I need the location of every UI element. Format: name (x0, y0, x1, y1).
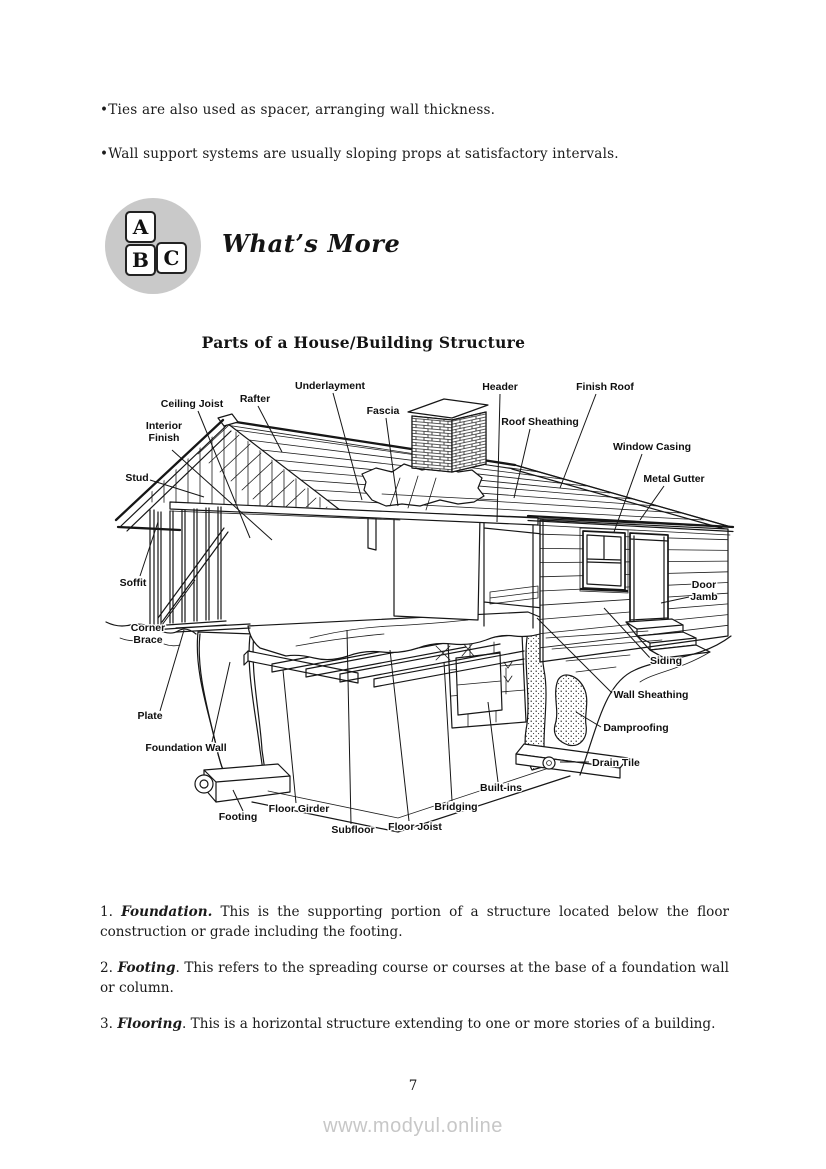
wall-studs (158, 507, 221, 624)
diagram-label-foundation-wall: Foundation Wall (145, 742, 227, 754)
diagram-label-stud: Stud (125, 472, 149, 484)
definition-body: This is a horizontal structure extending to one or more stories of a building. (190, 1016, 716, 1032)
diagram-label-drain-tile: Drain Tile (592, 757, 640, 769)
diagram-label-siding: Siding (649, 655, 683, 667)
bullet-ties: •Ties are also used as spacer, arranging wall thickness. (100, 102, 496, 118)
door (630, 533, 668, 624)
drain-tile-pipe-right (543, 757, 555, 769)
diagram-label-window-casing: Window Casing (612, 441, 692, 453)
leader-line-corner-brace (162, 580, 195, 625)
diagram-label-corner-brace: Corner Brace (130, 622, 166, 646)
diagram-label-wall-sheathing: Wall Sheathing (613, 689, 689, 701)
definition-number: 3. (100, 1016, 113, 1032)
diagram-label-door-jamb: Door Jamb (690, 579, 718, 603)
house-structure-drawing (100, 370, 745, 855)
diagram-label-built-ins: Built-ins (480, 782, 522, 794)
diagram-label-plate: Plate (137, 710, 163, 722)
block-b: B (125, 244, 156, 276)
roof-sheathing-tear (362, 464, 484, 506)
definition-footing: 2. Footing. This refers to the spreading course or courses at the base of a foundation wall or column. (100, 960, 729, 996)
definition-term: Flooring (117, 1016, 182, 1032)
section-title: What’s More (222, 229, 401, 258)
definition-body: This is the supporting portion of a structure located below the floor construction or grade including the footing. (100, 904, 730, 940)
leader-line-subfloor (347, 630, 351, 824)
definition-number: 1. (100, 904, 113, 920)
diagram-label-floor-girder: Floor Girder (268, 803, 330, 815)
interior-shelves (490, 586, 538, 604)
drain-tile-pipe-left (195, 775, 213, 793)
chimney (408, 399, 488, 472)
soffit-edge (118, 527, 180, 530)
diagram-label-floor-joist: Floor Joist (388, 821, 442, 833)
abc-blocks-icon (105, 198, 201, 294)
diagram-label-metal-gutter: Metal Gutter (643, 473, 705, 485)
window (580, 528, 628, 593)
diagram-label-header: Header (482, 381, 518, 393)
house-structure-diagram (100, 370, 745, 855)
bullet-wall-support: •Wall support systems are usually sloping props at satisfactory intervals. (100, 146, 619, 162)
diagram-label-rafter: Rafter (239, 393, 271, 405)
definition-foundation (100, 903, 729, 942)
sill-plate (152, 621, 250, 632)
leader-line-soffit (140, 522, 158, 576)
diagram-label-footing: Footing (218, 811, 258, 823)
definition-flooring: 3. Flooring. This is a horizontal structure extending to one or more stories of a building. (100, 1016, 716, 1032)
definition-term: Foundation. (121, 904, 213, 920)
diagram-title: Parts of a House/Building Structure (201, 333, 526, 352)
diagram-label-subfloor: Subfloor (331, 824, 375, 836)
diagram-label-bridging: Bridging (434, 801, 478, 813)
diagram-label-ceiling-joist: Ceiling Joist (160, 398, 224, 410)
leader-line-finish-roof (560, 394, 596, 488)
diagram-label-finish-roof: Finish Roof (576, 381, 634, 393)
diagram-label-fascia: Fascia (366, 405, 400, 417)
block-c: C (156, 242, 187, 274)
diagram-label-roof-sheathing: Roof Sheathing (501, 416, 579, 428)
definition-term: Footing (117, 960, 176, 976)
diagram-label-soffit: Soffit (119, 577, 147, 589)
footing-block (204, 764, 290, 802)
definition-number: 2. (100, 960, 113, 976)
definition-body: This refers to the spreading course or courses at the base of a foundation wall or column. (100, 960, 729, 996)
page-number: 7 (408, 1078, 418, 1094)
leader-line-plate (160, 630, 184, 711)
block-a: A (125, 211, 156, 243)
diagram-label-damproofing: Damproofing (603, 722, 669, 734)
diagram-label-interior-finish: Interior Finish (145, 420, 183, 444)
leader-line-floor-joist (390, 650, 409, 821)
interior-back-wall (394, 512, 480, 620)
watermark: www.modyul.online (323, 1115, 503, 1137)
definitions-list (100, 903, 729, 1052)
diagram-label-underlayment: Underlayment (294, 380, 366, 392)
